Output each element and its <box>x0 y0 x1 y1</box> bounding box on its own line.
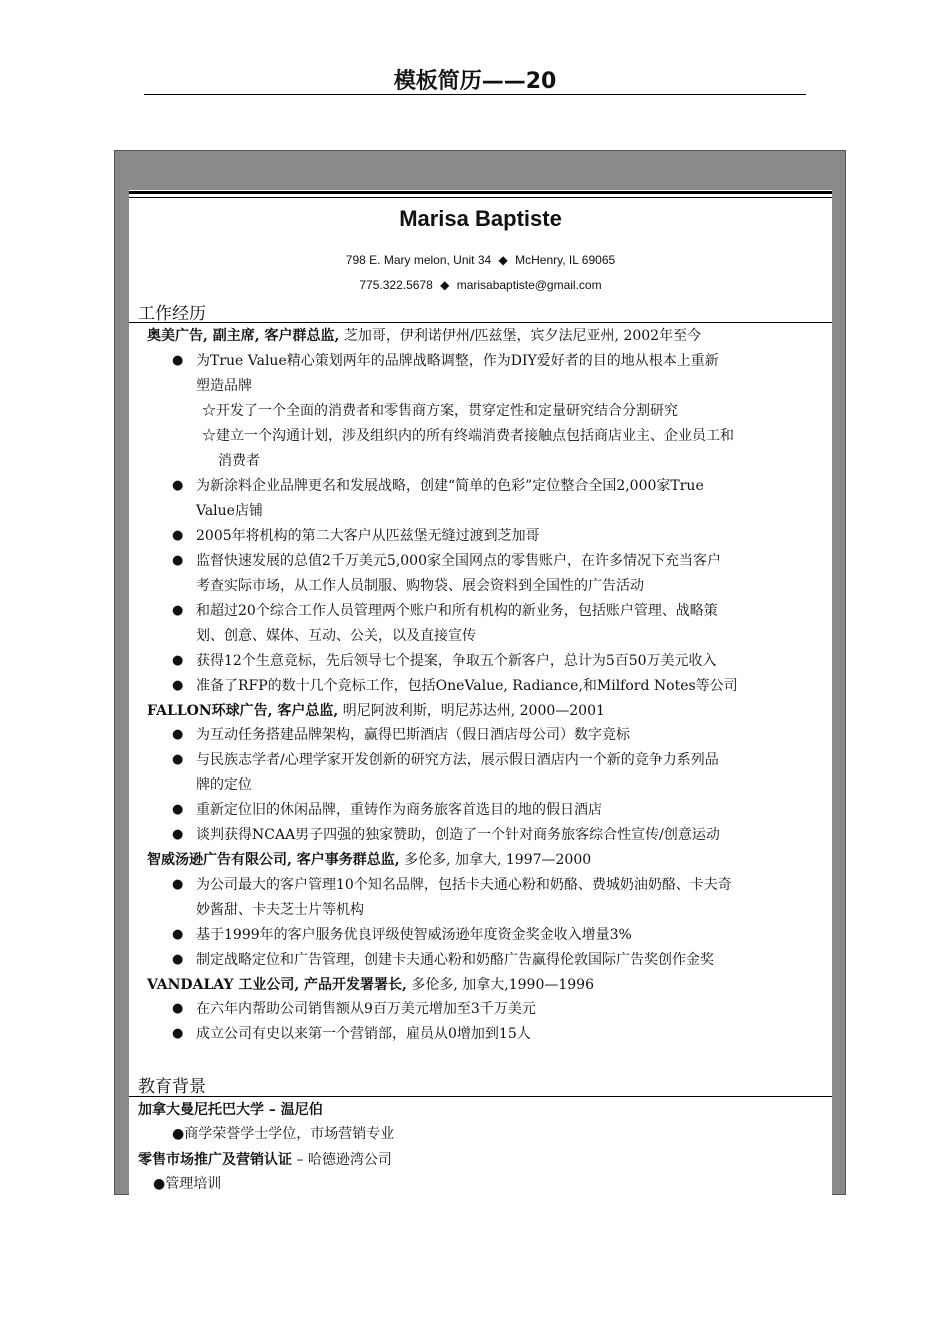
candidate-name: Marisa Baptiste <box>399 206 562 231</box>
bullet-icon: ● <box>172 752 184 767</box>
title-underline <box>144 94 806 95</box>
bullet-text: 为新涂料企业品牌更名和发展战略，创建“简单的色彩”定位整合全国2,000家True <box>196 478 704 494</box>
bullet-icon: ● <box>172 877 184 892</box>
diamond-separator-icon: ◆ <box>440 278 450 292</box>
job-header <box>147 851 591 869</box>
sub-bullet-text-cont: 消费者 <box>218 453 260 469</box>
bullet-icon: ● <box>172 678 184 693</box>
bullet-text: 为公司最大的客户管理10个知名品牌，包括卡夫通心粉和奶酪、费城奶油奶酪、卡夫奇 <box>196 877 732 893</box>
city-state-zip: McHenry, IL 69065 <box>515 253 616 267</box>
job-detail: 芝加哥，伊利诺伊州/匹兹堡，宾夕法尼亚州, 2002年至今 <box>339 328 702 344</box>
bullet-text-cont: Value店铺 <box>196 503 263 519</box>
bullet-text: 为互动任务搭建品牌架构，赢得巴斯酒店（假日酒店母公司）数字竞标 <box>196 727 630 743</box>
bullet-text-cont: 塑造品牌 <box>196 378 252 394</box>
bullet-text-cont: 妙酱甜、卡夫芝士片等机构 <box>196 902 364 918</box>
bullet-text: 监督快速发展的总值2千万美元5,000家全国网点的零售账户，在许多情况下充当客户 <box>196 553 721 569</box>
education-entry <box>138 1151 392 1169</box>
bullet-icon: ● <box>172 553 184 568</box>
job-detail: 多伦多, 加拿大, 1997—2000 <box>399 852 592 868</box>
diamond-separator-icon: ◆ <box>498 253 508 267</box>
bullet-text: 与民族志学者/心理学家开发创新的研究方法，展示假日酒店内一个新的竞争力系列品 <box>196 752 719 768</box>
bullet-text: 获得12个生意竞标，先后领导七个提案，争取五个新客户，总计为5百50万美元收入 <box>196 653 717 669</box>
bullet-icon: ● <box>172 528 184 543</box>
bullet-icon: ● <box>172 353 184 368</box>
phone-number: 775.322.5678 <box>359 278 433 292</box>
bullet-text-cont: 考查实际市场，从工作人员制服、购物袋、展会资料到全国性的广告活动 <box>196 578 644 594</box>
bullet-icon: ● <box>172 952 184 967</box>
bullet-text: 重新定位旧的休闲品牌，重铸作为商务旅客首选目的地的假日酒店 <box>196 802 602 818</box>
bullet-text: 准备了RFP的数十几个竞标工作，包括OneValue, Radiance,和Milford Notes等公司 <box>196 678 738 694</box>
bullet-text: 2005年将机构的第二大客户从匹兹堡无缝过渡到芝加哥 <box>196 528 540 544</box>
certification-name: 零售市场推广及营销认证 <box>138 1152 292 1168</box>
school-name: 加拿大曼尼托巴大学 – 温尼伯 <box>138 1102 323 1118</box>
contact-line <box>129 278 832 292</box>
education-item: ●商学荣誉学士学位，市场营销专业 <box>172 1126 395 1142</box>
sub-bullet-text: ☆开发了一个全面的消费者和零售商方案，贯穿定性和定量研究结合分割研究 <box>202 403 678 419</box>
section-rule-education <box>129 1096 832 1097</box>
job-title: 智威汤逊广告有限公司, 客户事务群总监, <box>147 852 400 868</box>
job-header <box>147 702 605 720</box>
bullet-text: 谈判获得NCAA男子四强的独家赞助，创造了一个针对商务旅客综合性宣传/创意运动 <box>196 827 720 843</box>
bullet-icon: ● <box>172 727 184 742</box>
document-title: 模板简历——20 <box>393 69 557 94</box>
job-title: FALLON环球广告, 客户总监, <box>147 703 339 719</box>
bullet-text-cont: 划、创意、媒体、互动、公关，以及直接宣传 <box>196 628 476 644</box>
bullet-icon: ● <box>172 478 184 493</box>
bullet-icon: ● <box>172 1001 184 1016</box>
bullet-text: 在六年内帮助公司销售额从9百万美元增加至3千万美元 <box>196 1001 536 1017</box>
street-address: 798 E. Mary melon, Unit 34 <box>345 253 492 267</box>
job-title: VANDALAY 工业公司, 产品开发署署长, <box>147 977 407 993</box>
job-title: 奥美广告, 副主席, 客户群总监, <box>147 328 340 344</box>
section-heading-work: 工作经历 <box>138 304 206 324</box>
bullet-icon: ● <box>172 1026 184 1041</box>
bullet-icon: ● <box>172 927 184 942</box>
bullet-text: 基于1999年的客户服务优良评级使智威汤逊年度资金奖金收入增量3% <box>196 927 632 943</box>
job-header <box>147 976 594 994</box>
bullet-text: 制定战略定位和广告管理，创建卡夫通心粉和奶酪广告赢得伦敦国际广告奖创作金奖 <box>196 952 714 968</box>
certification-issuer: – 哈德逊湾公司 <box>292 1152 392 1168</box>
sub-bullet-text: ☆建立一个沟通计划，涉及组织内的所有终端消费者接触点包括商店业主、企业员工和 <box>202 428 734 444</box>
job-header <box>147 327 701 345</box>
bullet-icon: ● <box>172 802 184 817</box>
bullet-text: 成立公司有史以来第一个营销部，雇员从0增加到15人 <box>196 1026 531 1042</box>
job-detail: 多伦多, 加拿大,1990—1996 <box>406 977 594 993</box>
education-entry <box>138 1101 323 1119</box>
address-line <box>129 253 832 267</box>
bullet-icon: ● <box>172 827 184 842</box>
section-rule-work <box>129 322 832 323</box>
bullet-icon: ● <box>172 603 184 618</box>
email-address: marisabaptiste@gmail.com <box>456 278 602 292</box>
bullet-text: 和超过20个综合工作人员管理两个账户和所有机构的新业务，包括账户管理、战略策 <box>196 603 718 619</box>
job-detail: 明尼阿波利斯，明尼苏达州, 2000—2001 <box>338 703 605 719</box>
top-rule-thin <box>129 197 832 198</box>
bullet-text-cont: 牌的定位 <box>196 777 252 793</box>
top-rule-thick <box>129 191 832 194</box>
section-heading-education: 教育背景 <box>138 1077 206 1097</box>
bullet-text: 为True Value精心策划两年的品牌战略调整，作为DIY爱好者的目的地从根本上重新 <box>196 353 719 369</box>
bullet-icon: ● <box>172 653 184 668</box>
education-item: ●管理培训 <box>153 1176 222 1192</box>
